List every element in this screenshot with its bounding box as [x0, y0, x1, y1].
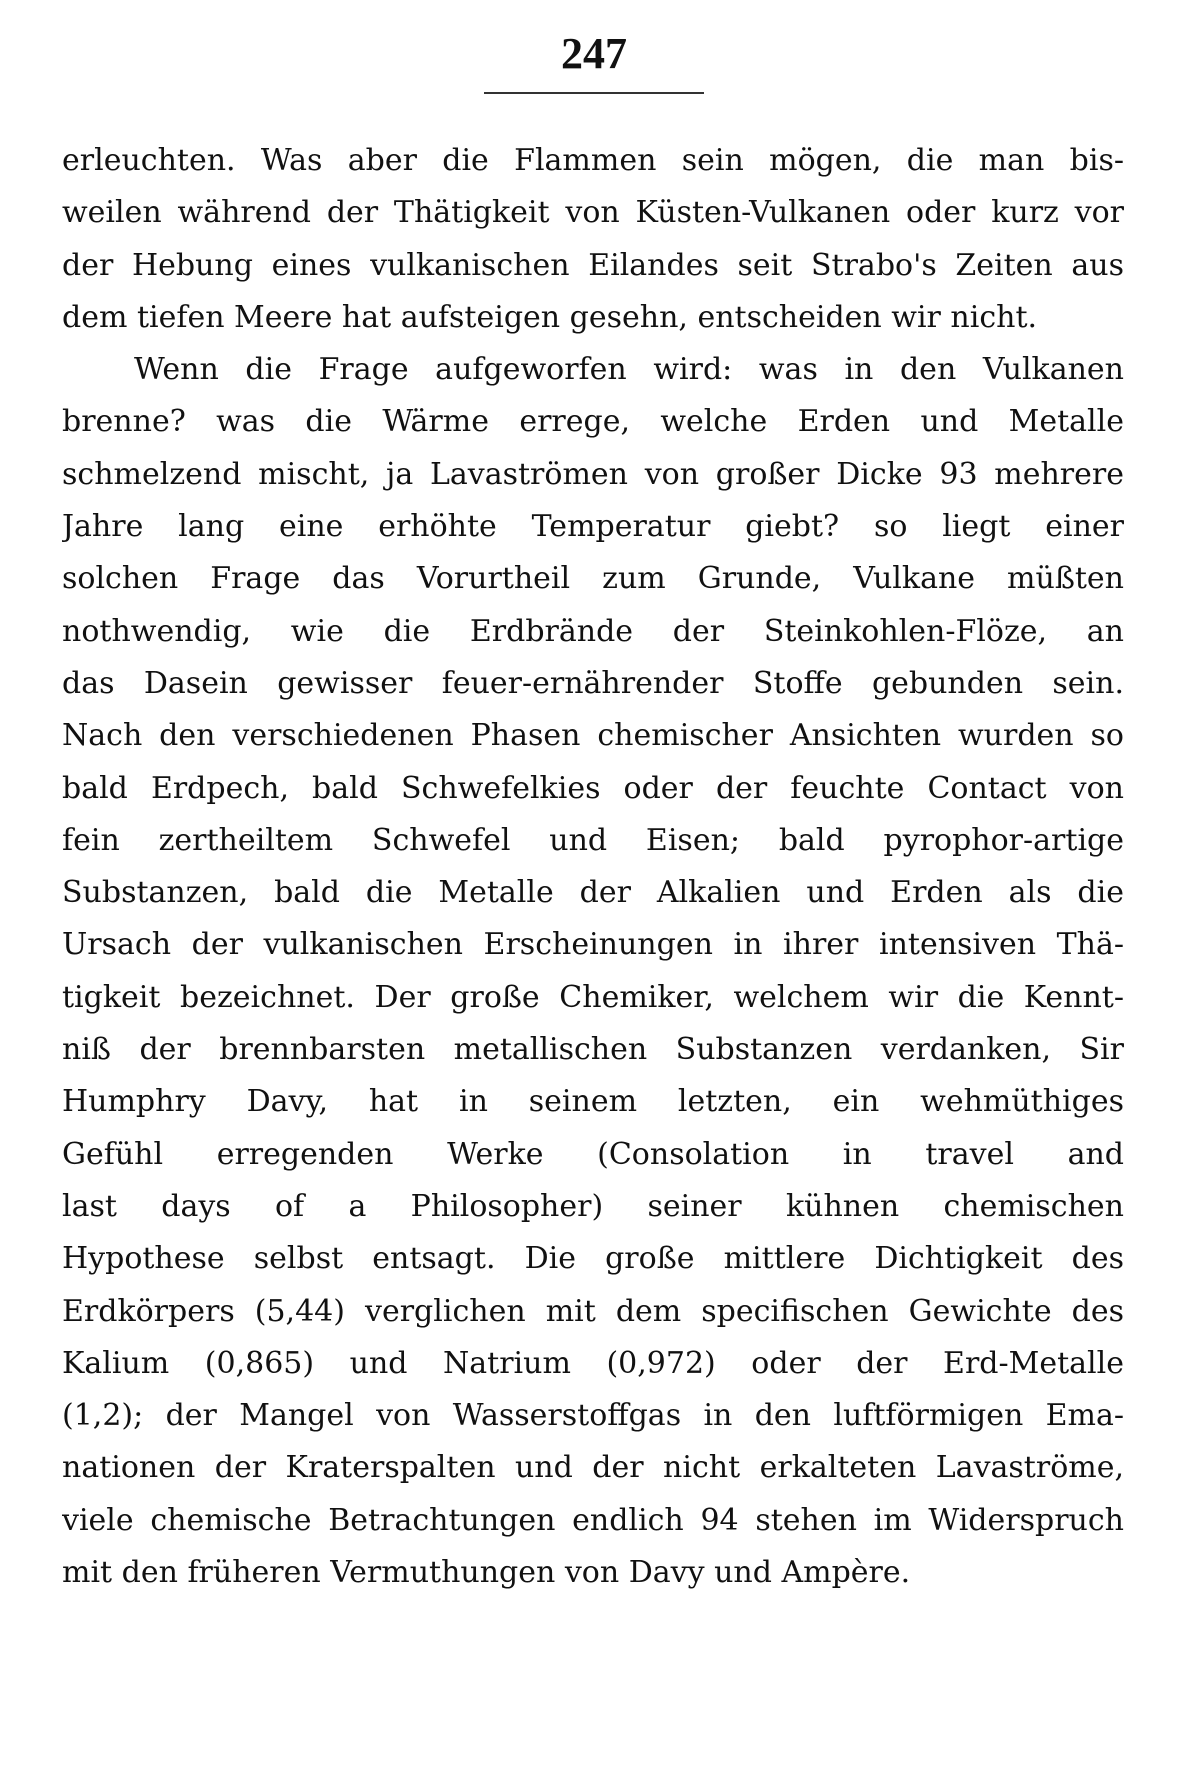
text-line: nationen der Kraterspalten und der nicht erkalteten Lavaströme, [62, 1450, 1124, 1486]
text-line: tigkeit bezeichnet. Der große Chemiker, welchem wir die Kennt- [62, 979, 1124, 1015]
text-line: Hypothese selbst entsagt. Die große mittlere Dichtigkeit des [62, 1241, 1124, 1277]
text-line: Substanzen, bald die Metalle der Alkalien und Erden als die [62, 875, 1124, 911]
text-line: schmelzend mischt, ja Lavaströmen von großer Dicke 93 mehrere [62, 456, 1124, 492]
text-line: dem tiefen Meere hat aufsteigen gesehn, entscheiden wir nicht. [62, 299, 1038, 335]
text-line: Kalium (0,865) und Natrium (0,972) oder der Erd-Metalle [62, 1345, 1124, 1381]
text-line: bald Erdpech, bald Schwefelkies oder der feuchte Contact von [62, 770, 1124, 806]
text-line: brenne? was die Wärme errege, welche Erden und Metalle [62, 404, 1124, 440]
body-text [62, 135, 1124, 1599]
text-line: solchen Frage das Vorurtheil zum Grunde, Vulkane müßten [62, 561, 1124, 597]
text-line: fein zertheiltem Schwefel und Eisen; bald pyrophor-artige [62, 822, 1124, 858]
text-line: Nach den verschiedenen Phasen chemischer Ansichten wurden so [62, 718, 1124, 754]
text-line: niß der brennbarsten metallischen Substanzen verdanken, Sir [62, 1032, 1124, 1068]
text-line: Humphry Davy, hat in seinem letzten, ein wehmüthiges [62, 1084, 1124, 1120]
text-line: Jahre lang eine erhöhte Temperatur giebt? so liegt einer [62, 509, 1124, 545]
header-rule [484, 92, 704, 94]
text-line: (1,2); der Mangel von Wasserstoffgas in den luftförmigen Ema- [62, 1398, 1124, 1434]
text-line: der Hebung eines vulkanischen Eilandes seit Strabo's Zeiten aus [62, 247, 1124, 283]
text-line: viele chemische Betrachtungen endlich 94 stehen im Widerspruch [62, 1502, 1124, 1538]
text-line: Wenn die Frage aufgeworfen wird: was in den Vulkanen [134, 352, 1124, 388]
text-line: Ursach der vulkanischen Erscheinungen in ihrer intensiven Thä- [62, 927, 1124, 963]
text-line: das Dasein gewisser feuer-ernährender Stoffe gebunden sein. [62, 665, 1124, 701]
text-line: weilen während der Thätigkeit von Küsten-Vulkanen oder kurz vor [62, 195, 1124, 231]
text-line: nothwendig, wie die Erdbrände der Steinkohlen-Flöze, an [62, 613, 1124, 649]
text-line: mit den früheren Vermuthungen von Davy und Ampère. [62, 1555, 911, 1591]
text-line: Erdkörpers (5,44) verglichen mit dem specifischen Gewichte des [62, 1293, 1124, 1329]
page-number: 247 [561, 29, 627, 78]
text-line: last days of a Philosopher) seiner kühnen chemischen [62, 1188, 1124, 1224]
text-line: Gefühl erregenden Werke (Consolation in travel and [62, 1136, 1124, 1172]
text-line: erleuchten. Was aber die Flammen sein mögen, die man bis- [62, 143, 1124, 178]
